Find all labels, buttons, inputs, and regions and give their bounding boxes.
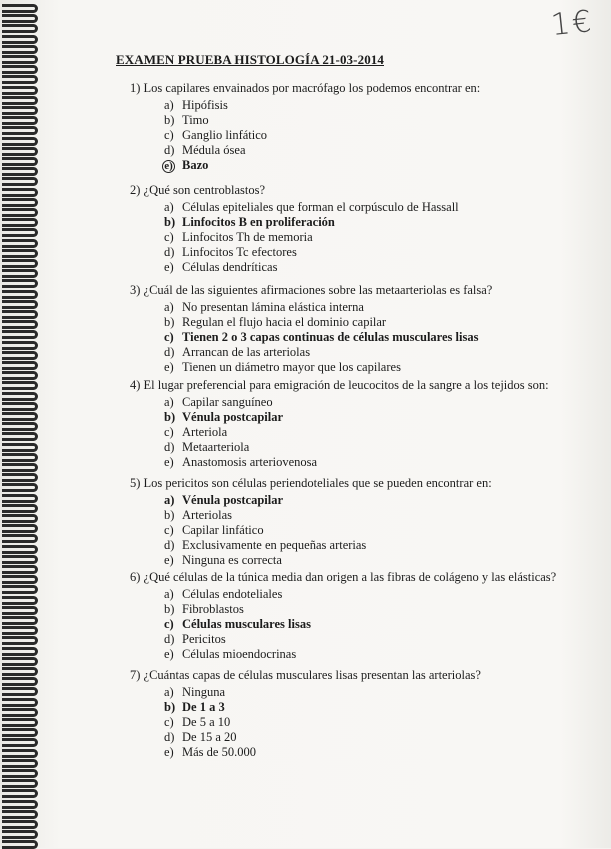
option-b[interactable]: b) Regulan el flujo hacia el dominio capilar	[164, 315, 387, 329]
spiral-coil	[2, 534, 38, 543]
spiral-coil	[2, 290, 38, 299]
option-c-answer[interactable]: c) Tienen 2 o 3 capas continuas de células musculares lisas	[164, 330, 479, 344]
spiral-coil	[2, 524, 38, 533]
option-b[interactable]: b) Arteriolas	[164, 508, 232, 522]
spiral-coil	[2, 320, 38, 329]
spiral-coil	[2, 239, 38, 248]
spiral-coil	[2, 657, 38, 666]
spiral-coil	[2, 555, 38, 564]
spiral-coil	[2, 412, 38, 421]
spiral-coil	[2, 371, 38, 380]
question-stem: 1) Los capilares envainados por macrófago los podemos encontrar en:	[130, 81, 481, 95]
spiral-coil	[2, 494, 38, 503]
spiral-coil	[2, 269, 38, 278]
spiral-coil	[2, 167, 38, 176]
option-e[interactable]: e) Células dendríticas	[164, 260, 278, 274]
spiral-coil	[2, 351, 38, 360]
option-a-answer[interactable]: a) Vénula postcapilar	[164, 493, 284, 507]
spiral-coil	[2, 463, 38, 472]
question-stem: 7) ¿Cuántas capas de células musculares lisas presentan las arteriolas?	[130, 668, 481, 682]
spiral-coil	[2, 504, 38, 513]
spiral-coil	[2, 810, 38, 819]
spiral-coil	[2, 575, 38, 584]
spiral-coil	[2, 514, 38, 523]
option-b-answer[interactable]: b) Linfocitos B en proliferación	[164, 215, 335, 229]
spiral-coil	[2, 565, 38, 574]
spiral-coil	[2, 147, 38, 156]
question-stem: 2) ¿Qué son centroblastos?	[130, 183, 266, 197]
spiral-coil	[2, 820, 38, 829]
option-c[interactable]: c) Capilar linfático	[164, 523, 264, 537]
circled-letter: e)	[162, 160, 175, 173]
option-a[interactable]: a) Células epiteliales que forman el corpúsculo de Hassall	[164, 200, 459, 214]
spiral-coil	[2, 75, 38, 84]
option-e[interactable]: e) Tienen un diámetro mayor que los capilares	[164, 360, 401, 374]
spiral-coil	[2, 443, 38, 452]
option-a[interactable]: a) Capilar sanguíneo	[164, 395, 273, 409]
handwritten-corner-mark: 1€	[549, 3, 595, 44]
spiral-coil	[2, 800, 38, 809]
spiral-coil	[2, 55, 38, 64]
option-d[interactable]: d) Exclusivamente en pequeñas arterias	[164, 538, 367, 552]
spiral-coil	[2, 473, 38, 482]
spiral-coil	[2, 728, 38, 737]
option-b[interactable]: b) Timo	[164, 113, 209, 127]
spiral-coil	[2, 626, 38, 635]
option-b-answer[interactable]: b) Vénula postcapilar	[164, 410, 284, 424]
spiral-coil	[2, 698, 38, 707]
spiral-coil	[2, 422, 38, 431]
spiral-coil	[2, 4, 38, 13]
question-4	[130, 378, 549, 470]
option-c[interactable]: c) Arteriola	[164, 425, 228, 439]
spiral-coil	[2, 789, 38, 798]
question-6	[130, 570, 556, 662]
option-d[interactable]: d) Arrancan de las arteriolas	[164, 345, 311, 359]
option-d[interactable]: d) De 15 a 20	[164, 730, 237, 744]
spiral-coil	[2, 708, 38, 717]
spiral-coil	[2, 402, 38, 411]
option-e[interactable]: e) Células mioendocrinas	[164, 647, 297, 661]
option-e-answer[interactable]: e) Bazo	[164, 158, 480, 173]
option-a[interactable]: a) No presentan lámina elástica interna	[164, 300, 364, 314]
spiral-coil	[2, 14, 38, 23]
option-e[interactable]: e) Anastomosis arteriovenosa	[164, 455, 318, 469]
spiral-coil	[2, 300, 38, 309]
spiral-coil	[2, 483, 38, 492]
spiral-coil	[2, 218, 38, 227]
spiral-coil	[2, 157, 38, 166]
spiral-coil	[2, 116, 38, 125]
option-c[interactable]: c) De 5 a 10	[164, 715, 231, 729]
option-a[interactable]: a) Ninguna	[164, 685, 226, 699]
option-c-answer[interactable]: c) Células musculares lisas	[164, 617, 311, 631]
option-a[interactable]: a) Hipófisis	[164, 98, 228, 112]
spiral-coil	[2, 137, 38, 146]
option-c[interactable]: c) Linfocitos Th de memoria	[164, 230, 313, 244]
option-c[interactable]: c) Ganglio linfático	[164, 128, 268, 142]
spiral-coil	[2, 596, 38, 605]
question-5	[130, 476, 492, 568]
option-b-answer[interactable]: b) De 1 a 3	[164, 700, 225, 714]
spiral-coil	[2, 188, 38, 197]
spiral-coil	[2, 759, 38, 768]
question-stem: 6) ¿Qué células de la túnica media dan origen a las fibras de colágeno y las elásticas?	[130, 570, 557, 584]
spiral-coil	[2, 65, 38, 74]
spiral-coil	[2, 647, 38, 656]
spiral-coil	[2, 545, 38, 554]
spiral-coil	[2, 208, 38, 217]
spiral-coil	[2, 361, 38, 370]
question-3	[130, 283, 492, 375]
spiral-coil	[2, 228, 38, 237]
spiral-coil	[2, 667, 38, 676]
spiral-binding	[0, 0, 42, 848]
spiral-coil	[2, 677, 38, 686]
option-d[interactable]: d) Linfocitos Tc efectores	[164, 245, 297, 259]
spiral-coil	[2, 585, 38, 594]
spiral-coil	[2, 769, 38, 778]
spiral-coil	[2, 86, 38, 95]
spiral-coil	[2, 718, 38, 727]
option-e[interactable]: e) Ninguna es correcta	[164, 553, 282, 567]
spiral-coil	[2, 738, 38, 747]
exam-title: EXAMEN PRUEBA HISTOLOGÍA 21-03-2014	[116, 52, 384, 67]
spiral-coil	[2, 177, 38, 186]
spiral-coil	[2, 96, 38, 105]
spiral-coil	[2, 126, 38, 135]
question-7	[130, 668, 481, 760]
spiral-coil	[2, 749, 38, 758]
spiral-coil	[2, 392, 38, 401]
spiral-coil	[2, 432, 38, 441]
spiral-coil	[2, 259, 38, 268]
option-a[interactable]: a) Células endoteliales	[164, 587, 283, 601]
question-stem: 5) Los pericitos son células periendoteliales que se pueden encontrar en:	[130, 476, 492, 490]
spiral-coil	[2, 453, 38, 462]
spiral-coil	[2, 636, 38, 645]
option-d[interactable]: d) Metaarteriola	[164, 440, 250, 454]
spiral-coil	[2, 779, 38, 788]
spiral-coil	[2, 279, 38, 288]
question-1	[130, 81, 480, 173]
option-d[interactable]: d) Pericitos	[164, 632, 226, 646]
spiral-coil	[2, 687, 38, 696]
spiral-coil	[2, 35, 38, 44]
spiral-coil	[2, 45, 38, 54]
spiral-coil	[2, 249, 38, 258]
spiral-coil	[2, 106, 38, 115]
question-stem: 3) ¿Cuál de las siguientes afirmaciones sobre las metaarteriolas es falsa?	[130, 283, 493, 297]
spiral-coil	[2, 341, 38, 350]
option-d[interactable]: d) Médula ósea	[164, 143, 246, 157]
question-2	[130, 183, 459, 275]
spiral-coil	[2, 606, 38, 615]
spiral-coil	[2, 830, 38, 839]
spiral-coil	[2, 616, 38, 625]
spiral-coil	[2, 310, 38, 319]
question-stem: 4) El lugar preferencial para emigración de leucocitos de la sangre a los tejidos son:	[130, 378, 549, 392]
option-e[interactable]: e) Más de 50.000	[164, 745, 256, 759]
spiral-coil	[2, 198, 38, 207]
spiral-coil	[2, 330, 38, 339]
spiral-coil	[2, 24, 38, 33]
spiral-coil	[2, 381, 38, 390]
option-b[interactable]: b) Fibroblastos	[164, 602, 244, 616]
